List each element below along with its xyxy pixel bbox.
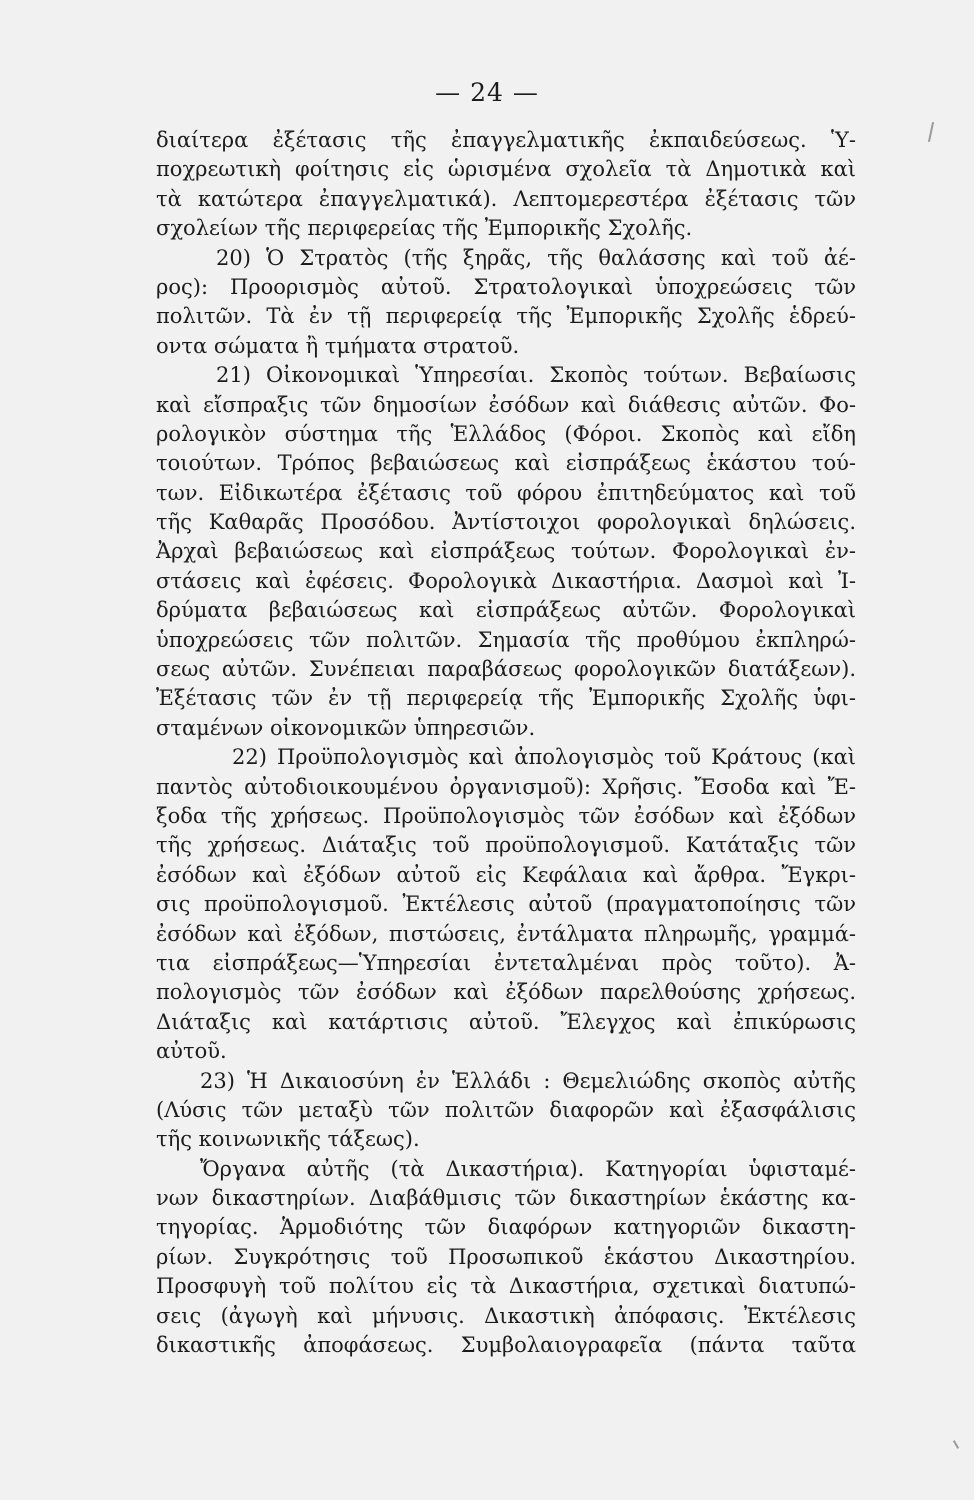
text-line: ξοδα τῆς χρήσεως. Προϋπολογισμὸς τῶν ἐσόδων καὶ ἐξόδων <box>156 803 856 828</box>
text-line: οντα σώματα ἢ τμήματα στρατοῦ. <box>156 333 520 358</box>
text-line: 20) Ὁ Στρατὸς (τῆς ξηρᾶς, τῆς θαλάσσης καὶ τοῦ ἀέ- <box>216 245 856 270</box>
text-line: (Λύσις τῶν μεταξὺ τῶν πολιτῶν διαφορῶν καὶ ἐξασφάλισις <box>156 1097 856 1122</box>
text-line: νων δικαστηρίων. Διαβάθμισις τῶν δικαστηρίων ἑκάστης κα- <box>156 1186 856 1211</box>
text-line: των. Εἰδικωτέρα ἐξέτασις τοῦ φόρου ἐπιτηδεύματος καὶ τοῦ <box>156 480 856 505</box>
text-line: ποχρεωτικὴ φοίτησις εἰς ὡρισμένα σχολεῖα τὰ Δημοτικὰ καὶ <box>156 157 856 182</box>
margin-mark <box>928 122 934 142</box>
text-line: τηγορίας. Ἁρμοδιότης τῶν διαφόρων κατηγοριῶν δικαστη- <box>156 1215 856 1240</box>
text-line: παντὸς αὐτοδιοικουμένου ὀργανισμοῦ): Χρῆσις. Ἔσοδα καὶ Ἔ- <box>156 774 856 799</box>
text-line: Ἀρχαὶ βεβαιώσεως καὶ εἰσπράξεως τούτων. Φορολογικαὶ ἐν- <box>156 539 856 564</box>
text-line: σεως αὐτῶν. Συνέπειαι παραβάσεως φορολογικῶν διατάξεων). <box>156 657 856 682</box>
text-line: 21) Οἰκονομικαὶ Ὑπηρεσίαι. Σκοπὸς τούτων. Βεβαίωσις <box>216 363 856 388</box>
text-line: Ὄργανα αὐτῆς (τὰ Δικαστήρια). Κατηγορίαι ὑφισταμέ- <box>200 1156 856 1181</box>
text-line: ρίων. Συγκρότησις τοῦ Προσωπικοῦ ἑκάστου Δικαστηρίου. <box>156 1244 856 1269</box>
text-line: τὰ κατώτερα ἐπαγγελματικά). Λεπτομερεστέρα ἐξέτασις τῶν <box>156 186 856 211</box>
text-line: ὑποχρεώσεις τῶν πολιτῶν. Σημασία τῆς προθύμου ἐκπληρώ- <box>156 627 856 652</box>
text-line: ρολογικὸν σύστημα τῆς Ἑλλάδος (Φόροι. Σκοπὸς καὶ εἴδη <box>156 421 856 446</box>
text-line: Προσφυγὴ τοῦ πολίτου εἰς τὰ Δικαστήρια, σχετικαὶ διατυπώ- <box>156 1274 856 1299</box>
text-line: τοιούτων. Τρόπος βεβαιώσεως καὶ εἰσπράξεως ἑκάστου τού- <box>156 451 856 476</box>
text-line: τῆς χρήσεως. Διάταξις τοῦ προϋπολογισμοῦ. Κατάταξις τῶν <box>156 833 856 858</box>
text-line: τῆς κοινωνικῆς τάξεως). <box>156 1127 420 1152</box>
text-line: δρύματα βεβαιώσεως καὶ εἰσπράξεως αὐτῶν. Φορολογικαὶ <box>156 598 856 623</box>
text-line: Διάταξις καὶ κατάρτισις αὐτοῦ. Ἔλεγχος καὶ ἐπικύρωσις <box>156 1009 856 1034</box>
text-line: ἐσόδων καὶ ἐξόδων, πιστώσεις, ἐντάλματα πληρωμῆς, γραμμά- <box>156 921 856 946</box>
text-line: καὶ εἴσπραξις τῶν δημοσίων ἐσόδων καὶ διάθεσις αὐτῶν. Φο- <box>156 392 856 417</box>
text-line: πολογισμὸς τῶν ἐσόδων καὶ ἐξόδων παρελθούσης χρήσεως. <box>156 980 856 1005</box>
text-line: πολιτῶν. Τὰ ἐν τῇ περιφερείᾳ τῆς Ἐμπορικῆς Σχολῆς ἑδρεύ- <box>156 304 856 329</box>
text-line: σις προϋπολογισμοῦ. Ἐκτέλεσις αὐτοῦ (πραγματοποίησις τῶν <box>156 892 856 917</box>
text-line: δικαστικῆς ἀποφάσεως. Συμβολαιογραφεῖα (πάντα ταῦτα <box>156 1333 856 1358</box>
text-line: στάσεις καὶ ἐφέσεις. Φορολογικὰ Δικαστήρια. Δασμοὶ καὶ Ἰ- <box>156 568 856 593</box>
text-line: σεις (ἀγωγὴ καὶ μήνυσις. Δικαστικὴ ἀπόφασις. Ἐκτέλεσις <box>156 1303 856 1328</box>
text-line: τῆς Καθαρᾶς Προσόδου. Ἀντίστοιχοι φορολογικαὶ δηλώσεις. <box>156 510 856 535</box>
text-line: σχολείων τῆς περιφερείας τῆς Ἐμπορικῆς Σχολῆς. <box>156 216 693 241</box>
text-line: τια εἰσπράξεως—Ὑπηρεσίαι ἐντεταλμέναι πρὸς τοῦτο). Ἀ- <box>156 950 856 975</box>
body-text <box>156 126 856 1360</box>
text-line: διαίτερα ἐξέτασις τῆς ἐπαγγελματικῆς ἐκπαιδεύσεως. Ὑ- <box>156 128 856 152</box>
text-line: 23) Ἡ Δικαιοσύνη ἐν Ἑλλάδι : Θεμελιώδης σκοπὸς αὐτῆς <box>200 1068 856 1093</box>
text-line: σταμένων οἰκονομικῶν ὑπηρεσιῶν. <box>156 715 536 740</box>
margin-mark <box>953 1440 959 1449</box>
text-line: Ἐξέτασις τῶν ἐν τῇ περιφερείᾳ τῆς Ἐμπορικῆς Σχολῆς ὑφι- <box>156 686 856 711</box>
text-line: αὐτοῦ. <box>156 1039 227 1064</box>
text-line: 22) Προϋπολογισμὸς καὶ ἀπολογισμὸς τοῦ Κράτους (καὶ <box>232 745 856 770</box>
text-line: ρος): Προορισμὸς αὐτοῦ. Στρατολογικαὶ ὑποχρεώσεις τῶν <box>156 274 856 299</box>
page-number: — 24 — <box>435 78 539 107</box>
text-line: ἐσόδων καὶ ἐξόδων αὐτοῦ εἰς Κεφάλαια καὶ ἄρθρα. Ἔγκρι- <box>156 862 856 887</box>
